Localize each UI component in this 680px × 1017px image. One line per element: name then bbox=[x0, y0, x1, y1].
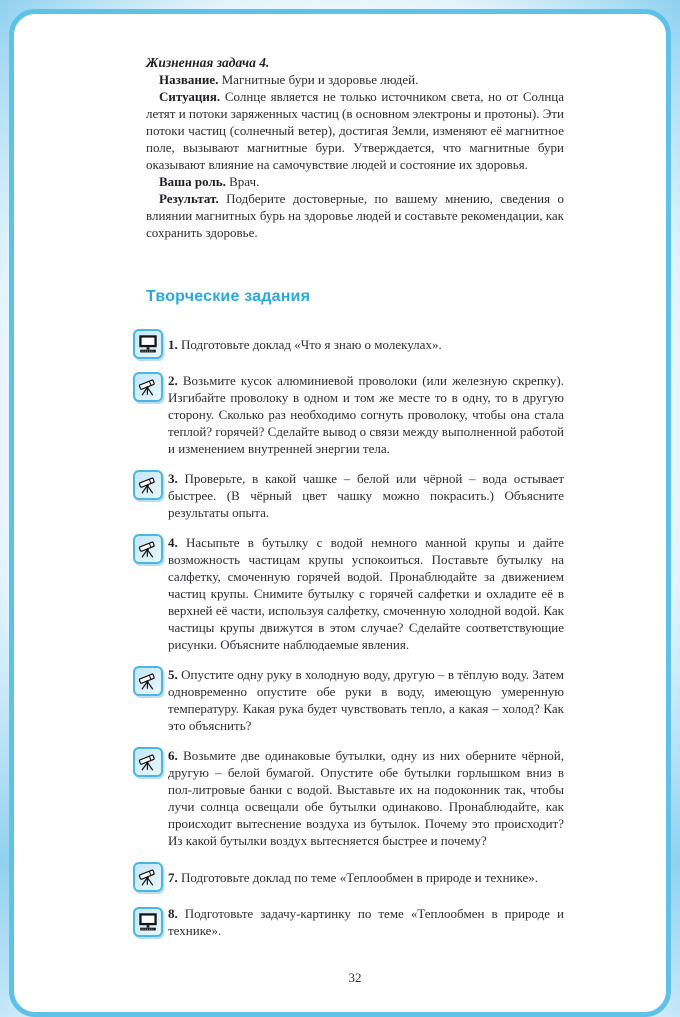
telescope-icon bbox=[133, 747, 163, 777]
task-row bbox=[133, 862, 564, 892]
task-text: 8. Подготовьте задачу-картинку по теме «Теплообмен в природе и технике». bbox=[168, 906, 565, 938]
task-row bbox=[133, 905, 564, 939]
task-text: 2. Возьмите кусок алюминиевой проволоки (или железную скрепку). Изгибайте проволоку в одном и том же месте то в одну, то в другую сторону. Сколько раз необходимо согнуть проволоку, чтобы она стала теплой? горячей? Сделайте вывод о связи между выполненной работой и изменением внутренней энергии тела. bbox=[168, 373, 564, 456]
computer-icon bbox=[133, 329, 163, 359]
life-task-item-result bbox=[146, 190, 564, 241]
life-task-item-situation bbox=[146, 88, 564, 173]
task-number: 6. bbox=[168, 748, 178, 763]
item-text: Врач. bbox=[229, 174, 260, 189]
task-number: 3. bbox=[168, 471, 178, 486]
task-text: 5. Опустите одну руку в холодную воду, другую – в тёплую воду. Затем одновременно опустите обе руки в воду, имеющую умеренную температуру. Какая рука будет чувствовать тепло, а какая – холод? Как это объяснить? bbox=[168, 667, 565, 733]
task-number: 1. bbox=[168, 336, 178, 352]
section-heading: Творческие задания bbox=[146, 288, 311, 305]
life-task-item-role bbox=[146, 173, 564, 190]
task-text: 6. Возьмите две одинаковые бутылки, одну из них оберните чёрной, другую – белой бумагой. Опустите обе бутылки горлышком вниз в пол-литровые банки с водой. Выставьте их на подоконник так, чтобы лучи солнца освещали обе бутылки одинаково. Пронаблюдайте, как происходит вытеснение воздуха из бутылок. Почему это происходит? Из какой бутылки воздух вытесняется быстрее и почему? bbox=[168, 748, 564, 848]
task-text: 7. Подготовьте доклад по теме «Теплообмен в природе и технике». bbox=[168, 869, 539, 885]
item-text: Магнитные бури и здоровье людей. bbox=[221, 72, 419, 87]
telescope-icon bbox=[133, 372, 163, 402]
item-label: Результат. bbox=[159, 191, 219, 206]
telescope-icon bbox=[133, 862, 163, 892]
item-text: Солнце является не только источником света, но от Солнца летят и потоки заряженных частиц (в основном электроны и протоны). Эти потоки частиц (солнечный ветер), достигая Земли, изменяют её магнитное поле, вызывают магнитные бури. Утверждается, что магнитные бури оказывают влияние на самочувствие людей и состояние их здоровья. bbox=[146, 89, 565, 172]
task-number: 5. bbox=[168, 667, 178, 682]
task-row bbox=[133, 534, 564, 653]
task-row bbox=[133, 372, 564, 457]
task-text: 3. Проверьте, в какой чашке – белой или чёрной – вода остывает быстрее. (В чёрный цвет чашку можно покрасить.) Объясните результаты опыта. bbox=[168, 471, 565, 520]
life-task-item-name bbox=[146, 71, 564, 88]
task-row bbox=[133, 329, 564, 359]
item-text: Подберите достоверные, по вашему мнению, сведения о влиянии магнитных бурь на здоровье людей и составьте рекомендации, как сохранить здоровье. bbox=[146, 191, 565, 240]
task-text: 1. Подготовьте доклад «Что я знаю о молекулах». bbox=[168, 336, 442, 352]
task-row bbox=[133, 747, 564, 849]
item-label: Ситуация. bbox=[159, 89, 221, 104]
page-number: 32 bbox=[348, 970, 362, 985]
telescope-icon bbox=[133, 666, 163, 696]
task-row bbox=[133, 666, 564, 734]
item-label: Ваша роль. bbox=[159, 174, 226, 189]
task-number: 8. bbox=[168, 906, 178, 921]
item-label: Название. bbox=[159, 72, 219, 87]
task-number: 4. bbox=[168, 535, 178, 550]
task-row bbox=[133, 470, 564, 521]
telescope-icon bbox=[133, 470, 163, 500]
telescope-icon bbox=[133, 534, 163, 564]
task-text: 4. Насыпьте в бутылку с водой немного манной крупы и дайте возможность частицам крупы успокоиться. Поставьте бутылку на салфетку, смоченную горячей водой. Пронаблюдайте за движением частиц крупы. Снимите бутылку с горячей салфетки и охладите её в верхней её части, используя салфетку, смоченную холодной водой. Как частицы крупы движутся в этом случае? Сделайте соответствующие рисунки. Объясните наблюдаемые явления. bbox=[168, 535, 564, 652]
page-frame bbox=[9, 9, 671, 1017]
life-task-title: Жизненная задача 4. bbox=[146, 55, 270, 70]
task-number: 7. bbox=[168, 869, 178, 885]
computer-icon bbox=[133, 907, 163, 937]
task-number: 2. bbox=[168, 373, 178, 388]
